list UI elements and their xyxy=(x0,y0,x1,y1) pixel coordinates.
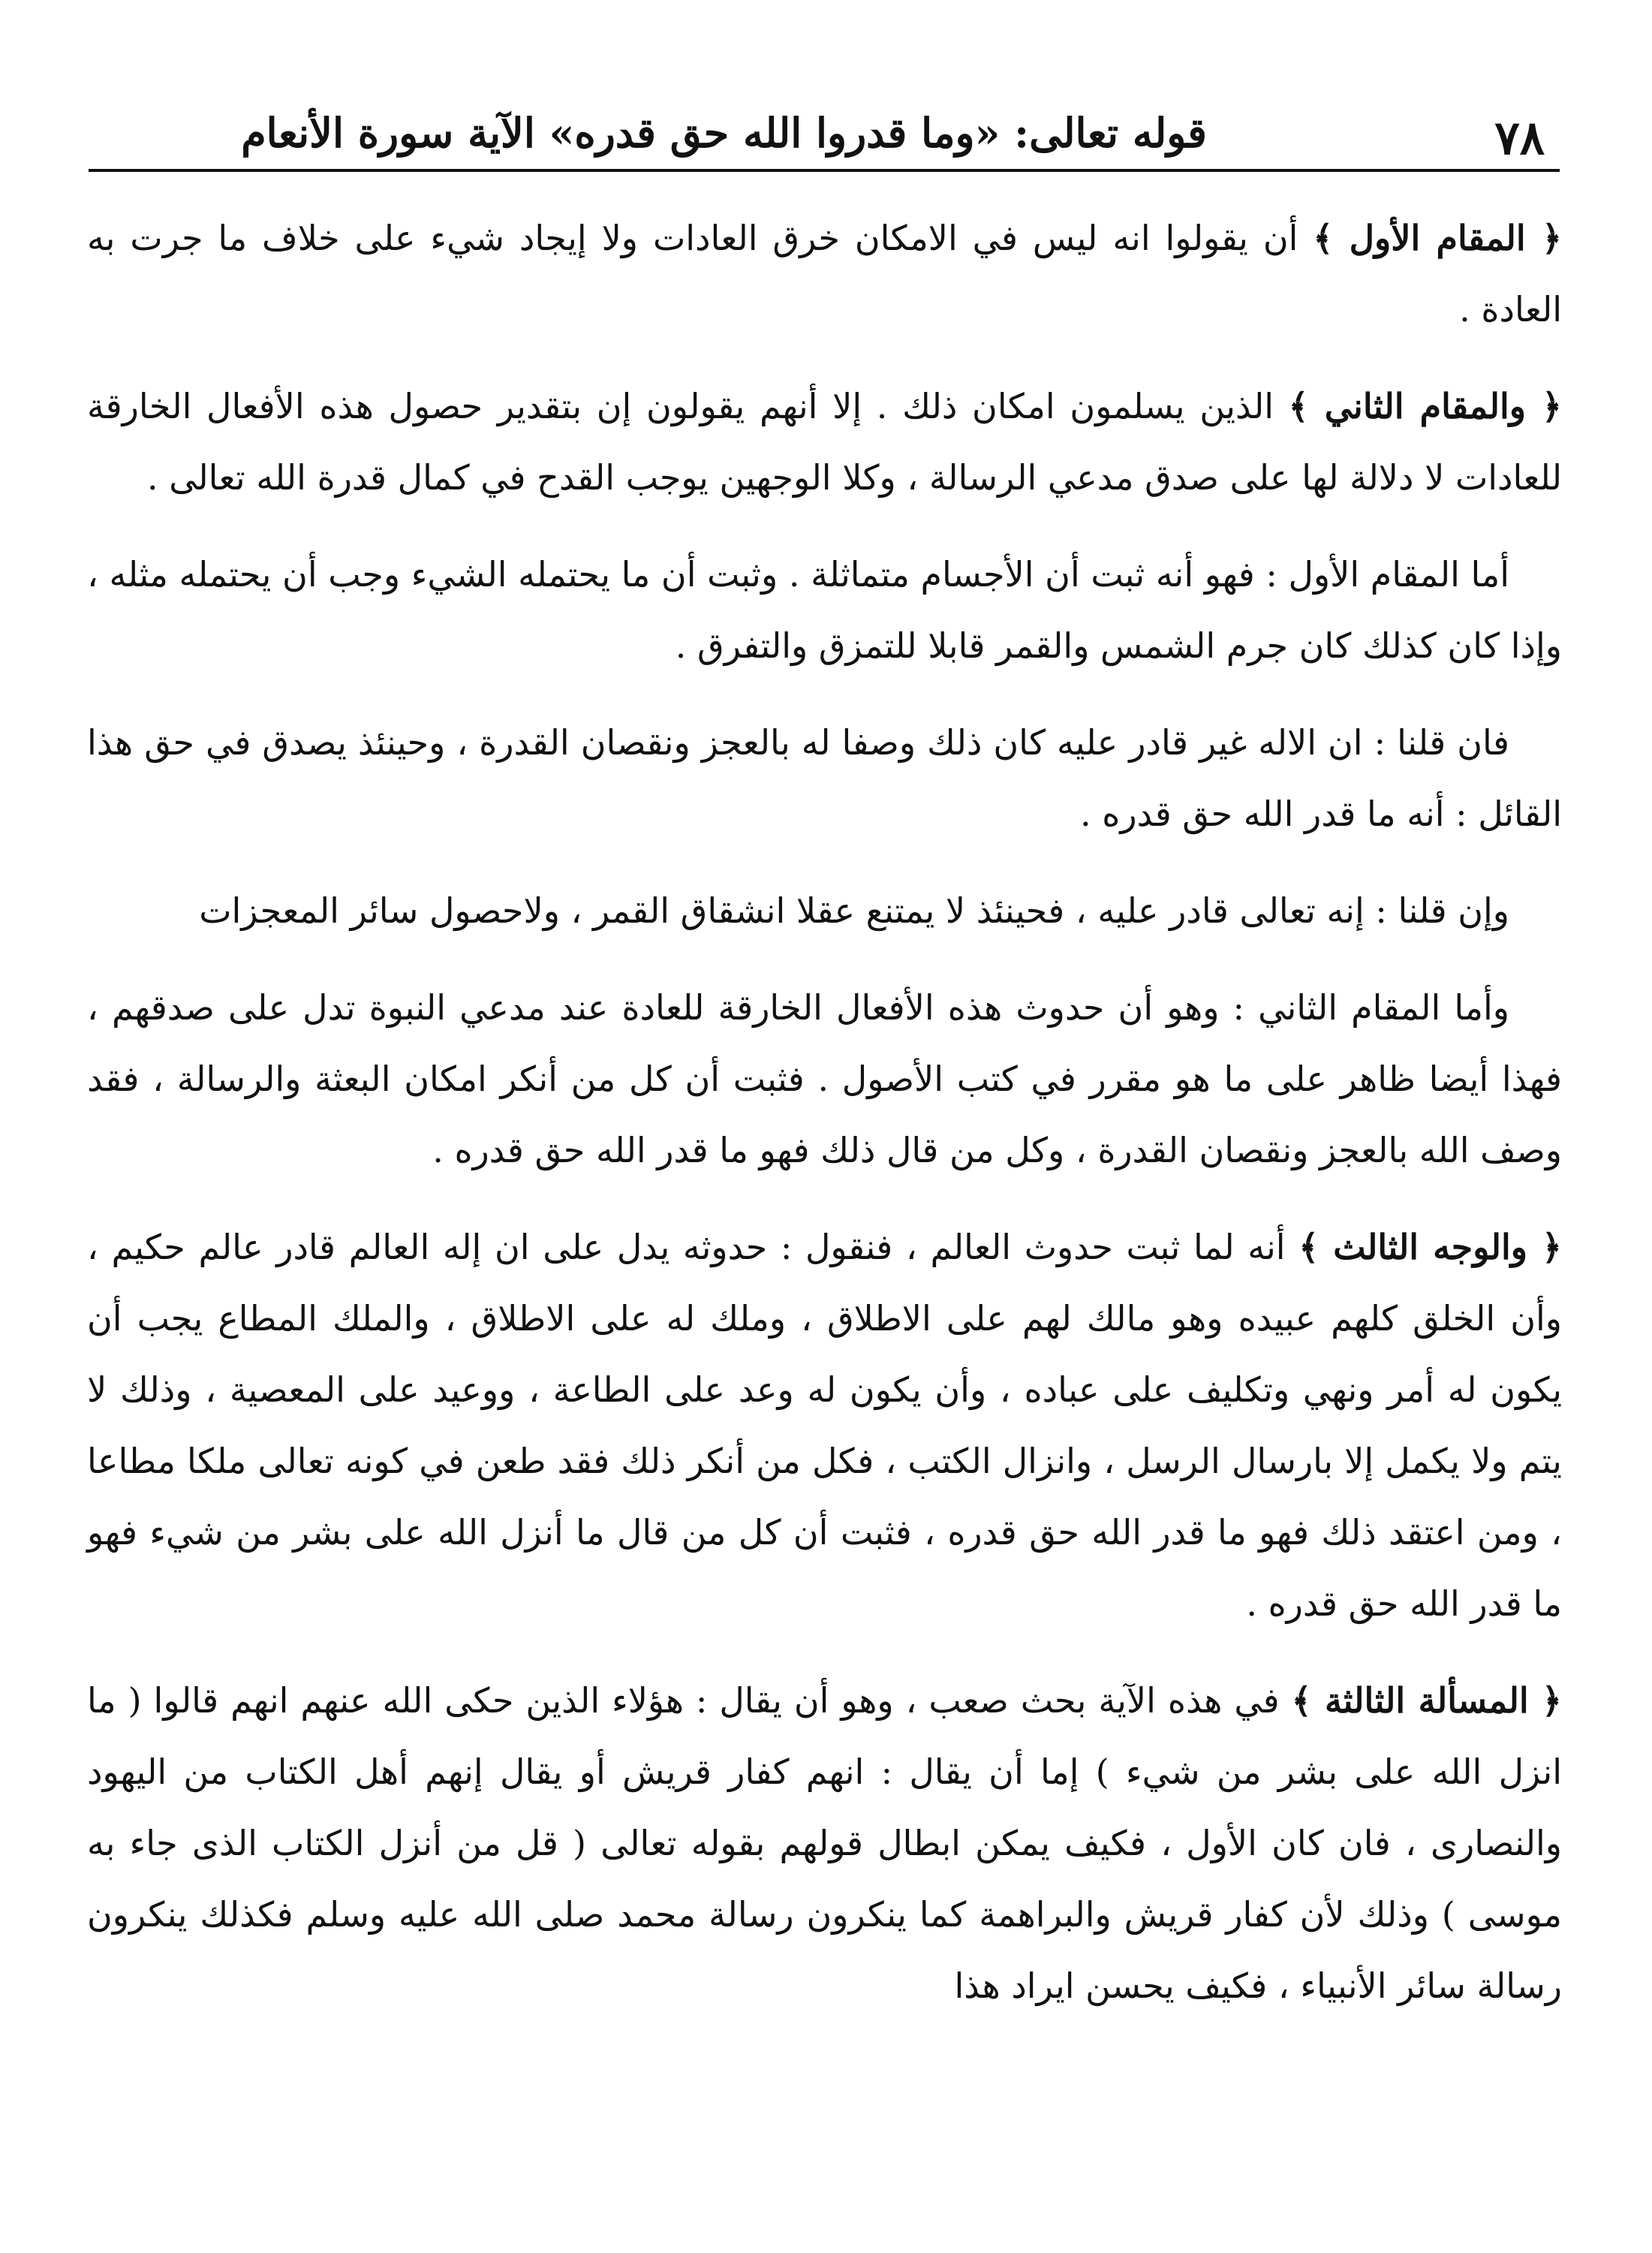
body-text xyxy=(87,203,1562,2047)
paragraph-text: أنه لما ثبت حدوث العالم ، فنقول : حدوثه يدل على ان إله العالم قادر عالم حكيم ، وأن الخلق كلهم عبيده وهو مالك لهم على الاطلاق ، وملك له على الاطلاق ، والملك المطاع يجب أن يكون له أمر ونهي وتكليف على عباده ، وأن يكون له وعد على الطاعة ، ووعيد على المعصية ، وذلك لا يتم ولا يكمل إلا بارسال الرسل ، وانزال الكتب ، فكل من أنكر ذلك فقد طعن في كونه تعالى ملكا مطاعا ، ومن اعتقد ذلك فهو ما قدر الله حق قدره ، فثبت أن كل من قال ما أنزل الله على بشر من شيء فهو ما قدر الله حق قدره . xyxy=(87,1227,1562,1624)
paragraph-text: الذين يسلمون امكان ذلك . إلا أنهم يقولون إن بتقدير حصول هذه الأفعال الخارقة للعادات لا دلالة لها على صدق مدعي الرسالة ، وكلا الوجهين يوجب القدح في كمال قدرة الله تعالى . xyxy=(87,386,1562,498)
paragraph-lead: ﴿ المسألة الثالثة ﴾ xyxy=(1291,1680,1562,1721)
paragraph-2 xyxy=(87,371,1562,514)
paragraph-text: فان قلنا : ان الاله غير قادر عليه كان ذلك وصفا له بالعجز ونقصان القدرة ، وحينئذ يصدق في حق هذا القائل : أنه ما قدر الله حق قدره . xyxy=(87,722,1562,834)
paragraph-1 xyxy=(87,203,1562,345)
paragraph-8 xyxy=(87,1665,1562,2022)
paragraph-lead: ﴿ المقام الأول ﴾ xyxy=(1313,218,1562,258)
paragraph-7 xyxy=(87,1212,1562,1640)
paragraph-text: وإن قلنا : إنه تعالى قادر عليه ، فحينئذ لا يمتنع عقلا انشقاق القمر ، ولاحصول سائر المعجزات xyxy=(199,890,1509,931)
paragraph-text: أما المقام الأول : فهو أنه ثبت أن الأجسام متماثلة . وثبت أن ما يحتمله الشيء وجب أن يحتمله مثله ، وإذا كان كذلك كان جرم الشمس والقمر قابلا للتمزق والتفرق . xyxy=(87,554,1562,666)
paragraph-lead: ﴿ والوجه الثالث ﴾ xyxy=(1298,1227,1562,1267)
paragraph-4 xyxy=(87,707,1562,850)
page-header xyxy=(89,94,1560,172)
paragraph-text: وأما المقام الثاني : وهو أن حدوث هذه الأفعال الخارقة للعادة عند مدعي النبوة تدل على صدقهم ، فهذا أيضا ظاهر على ما هو مقرر في كتب الأصول . فثبت أن كل من أنكر امكان البعثة والرسالة ، فقد وصف الله بالعجز ونقصان القدرة ، وكل من قال ذلك فهو ما قدر الله حق قدره . xyxy=(87,987,1562,1170)
page-number: ٧٨ xyxy=(1494,110,1545,165)
paragraph-lead: ﴿ والمقام الثاني ﴾ xyxy=(1288,386,1563,426)
paragraph-6 xyxy=(87,972,1562,1186)
paragraph-text: أن يقولوا انه ليس في الامكان خرق العادات ولا إيجاد شيء على خلاف ما جرت به العادة . xyxy=(87,218,1562,330)
paragraph-text: في هذه الآية بحث صعب ، وهو أن يقال : هؤلاء الذين حكى الله عنهم انهم قالوا ( ما انزل الله على بشر من شيء ) إما أن يقال : انهم كفار قريش أو يقال إنهم أهل الكتاب من اليهود والنصارى ، فان كان الأول ، فكيف يمكن ابطال قولهم بقوله تعالى ( قل من أنزل الكتاب الذى جاء به موسى ) وذلك لأن كفار قريش والبراهمة كما ينكرون رسالة محمد صلى الله عليه وسلم فكذلك ينكرون رسالة سائر الأنبياء ، فكيف يحسن ايراد هذا xyxy=(87,1680,1562,2006)
running-title: قوله تعالى: «وما قدروا الله حق قدره» الآية سورة الأنعام xyxy=(241,109,1207,157)
paragraph-3 xyxy=(87,539,1562,682)
paragraph-5 xyxy=(87,875,1562,947)
